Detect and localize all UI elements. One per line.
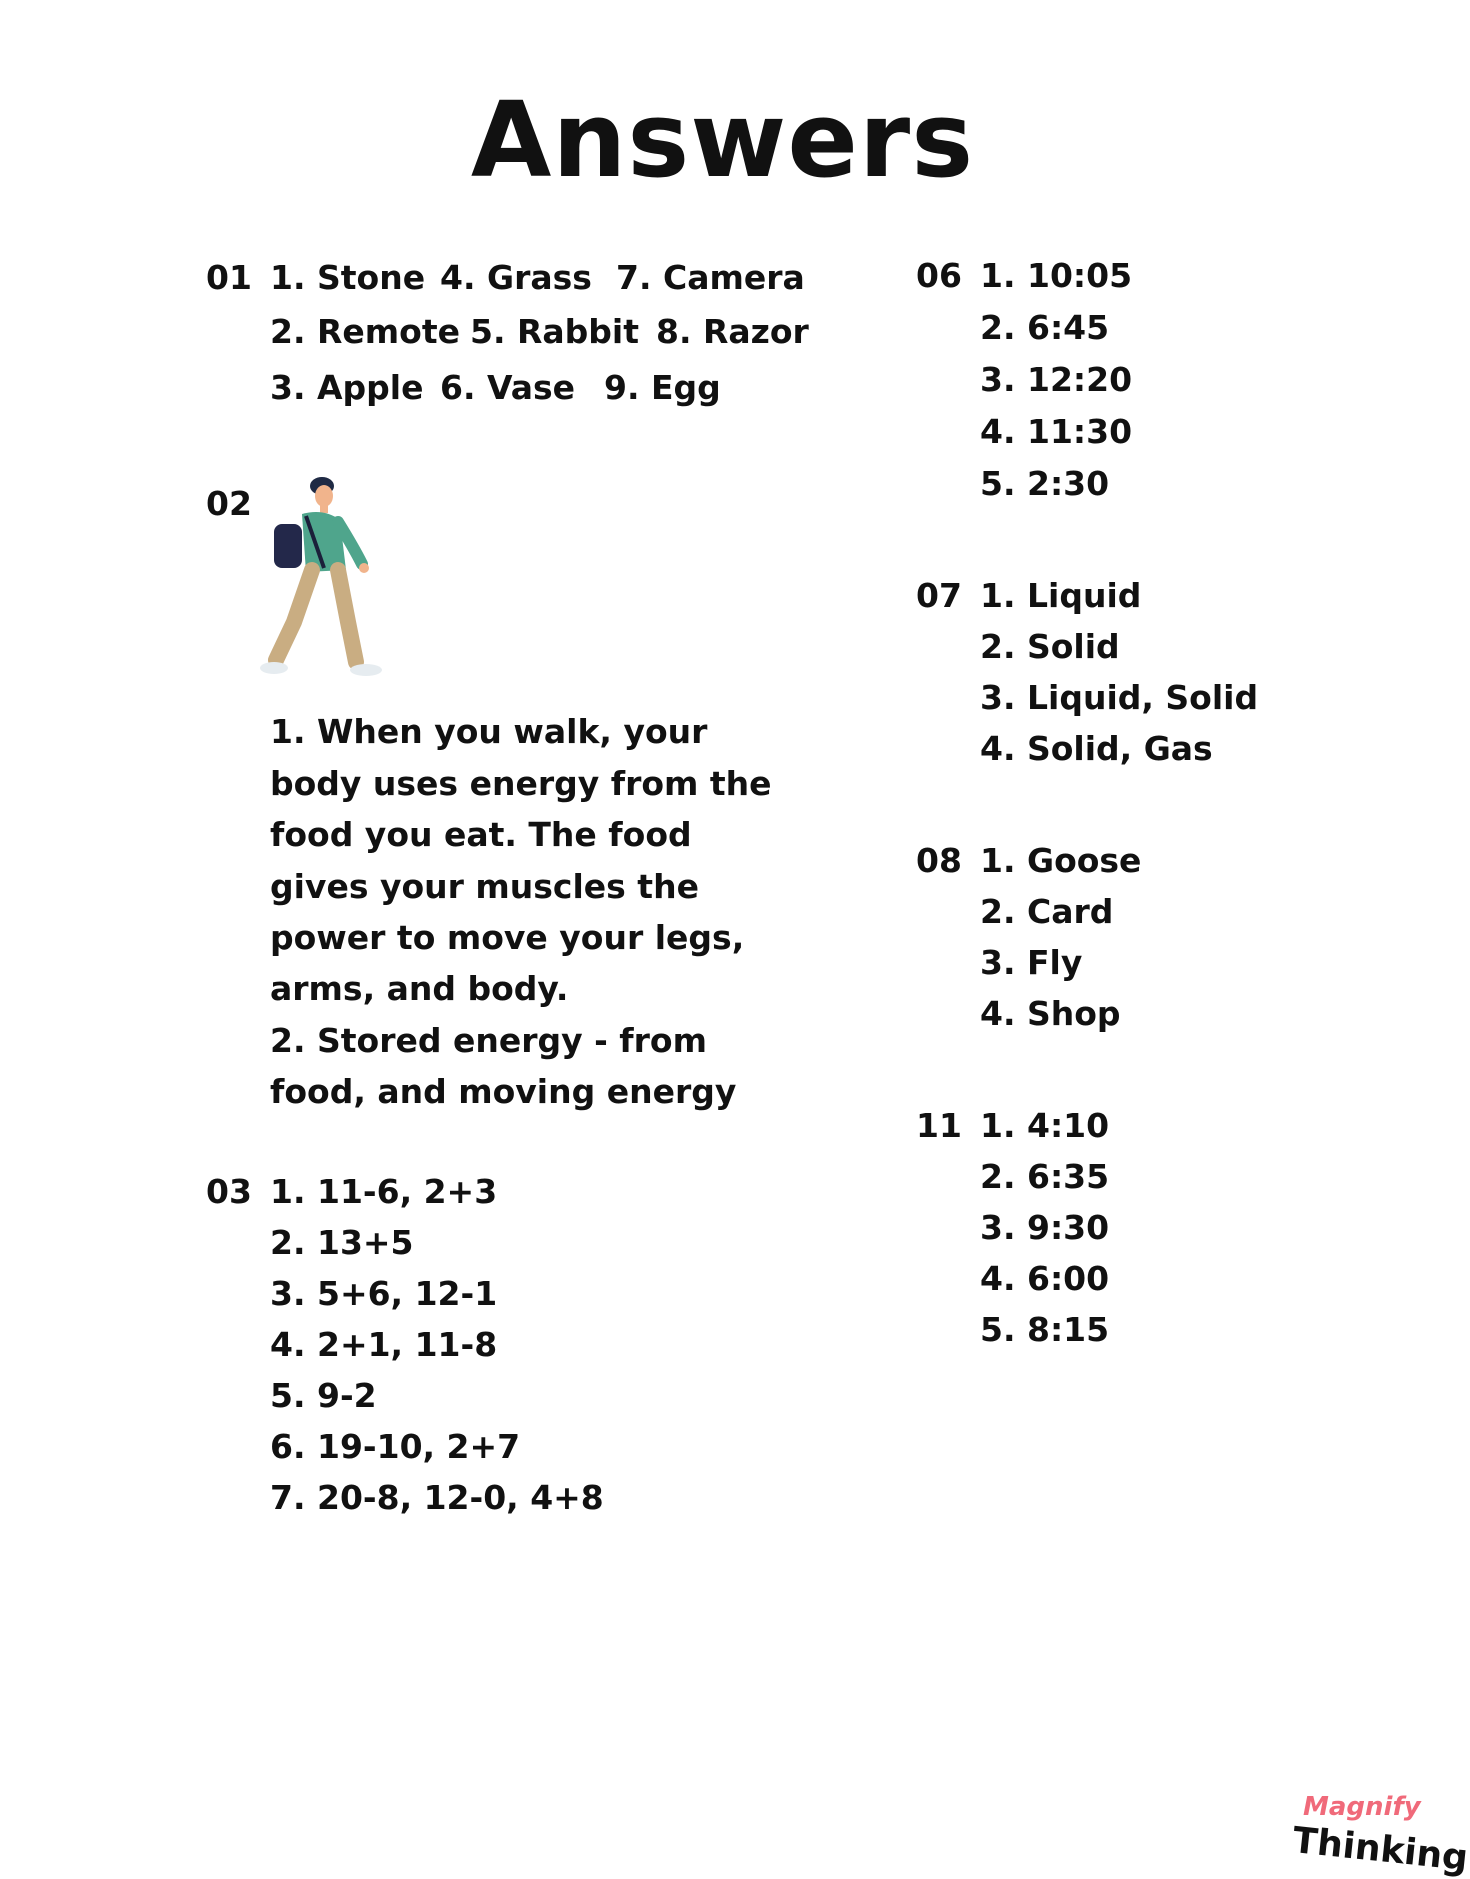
answer-item: 9. Egg <box>604 368 721 407</box>
answer-item: 2. Remote <box>270 312 460 351</box>
logo-top-text: Magnify <box>1303 1792 1421 1822</box>
text-line: food, and moving energy <box>270 1072 737 1111</box>
answer-item: 2. Solid <box>980 627 1120 666</box>
answer-item: 5. 2:30 <box>980 464 1110 503</box>
logo-bottom-text: Thinking <box>1290 1820 1470 1879</box>
answer-item: 3. Fly <box>980 943 1083 982</box>
text-line: arms, and body. <box>270 969 569 1008</box>
answer-item: 1. Liquid <box>980 576 1142 615</box>
answer-item: 1. Goose <box>980 841 1142 880</box>
answer-item: 1. 11-6, 2+3 <box>270 1172 498 1211</box>
answer-item: 3. 5+6, 12-1 <box>270 1274 498 1313</box>
section-08-number: 08 <box>916 841 962 880</box>
answer-item: 4. Grass <box>440 258 592 297</box>
section-06-number: 06 <box>916 256 962 295</box>
section-11-number: 11 <box>916 1106 962 1145</box>
answer-item: 1. Stone <box>270 258 426 297</box>
answer-item: 4. 2+1, 11-8 <box>270 1325 498 1364</box>
answer-item: 5. 8:15 <box>980 1310 1110 1349</box>
section-01-number: 01 <box>206 258 252 297</box>
answer-item: 3. Apple <box>270 368 424 407</box>
answer-item: 3. 9:30 <box>980 1208 1110 1247</box>
answer-item: 3. 12:20 <box>980 360 1133 399</box>
brand-logo <box>1290 1792 1470 1879</box>
answer-item: 2. 13+5 <box>270 1223 414 1262</box>
text-line: power to move your legs, <box>270 918 745 957</box>
answer-item: 7. Camera <box>616 258 805 297</box>
answer-item: 5. Rabbit <box>470 312 639 351</box>
answer-item: 1. 4:10 <box>980 1106 1110 1145</box>
answer-item: 2. Card <box>980 892 1114 931</box>
answer-item: 7. 20-8, 12-0, 4+8 <box>270 1478 604 1517</box>
answer-item: 4. Solid, Gas <box>980 729 1213 768</box>
page-title: Answers <box>470 79 975 201</box>
answer-item: 8. Razor <box>656 312 809 351</box>
answer-item: 6. 19-10, 2+7 <box>270 1427 521 1466</box>
text-line: 1. When you walk, your <box>270 712 708 751</box>
answer-item: 5. 9-2 <box>270 1376 377 1415</box>
text-line: gives your muscles the <box>270 867 699 906</box>
answer-item: 2. 6:35 <box>980 1157 1110 1196</box>
answer-item: 3. Liquid, Solid <box>980 678 1259 717</box>
answer-item: 6. Vase <box>440 368 576 407</box>
text-line: food you eat. The food <box>270 815 692 854</box>
section-07-number: 07 <box>916 576 962 615</box>
section-02-number: 02 <box>206 484 252 523</box>
answer-item: 4. 6:00 <box>980 1259 1110 1298</box>
answer-item: 1. 10:05 <box>980 256 1133 295</box>
answer-item: 4. Shop <box>980 994 1121 1033</box>
walking-person-illustration <box>262 472 402 692</box>
section-03-number: 03 <box>206 1172 252 1211</box>
answer-item: 4. 11:30 <box>980 412 1133 451</box>
text-line: body uses energy from the <box>270 764 772 803</box>
answer-item: 2. 6:45 <box>980 308 1110 347</box>
text-line: 2. Stored energy - from <box>270 1021 707 1060</box>
